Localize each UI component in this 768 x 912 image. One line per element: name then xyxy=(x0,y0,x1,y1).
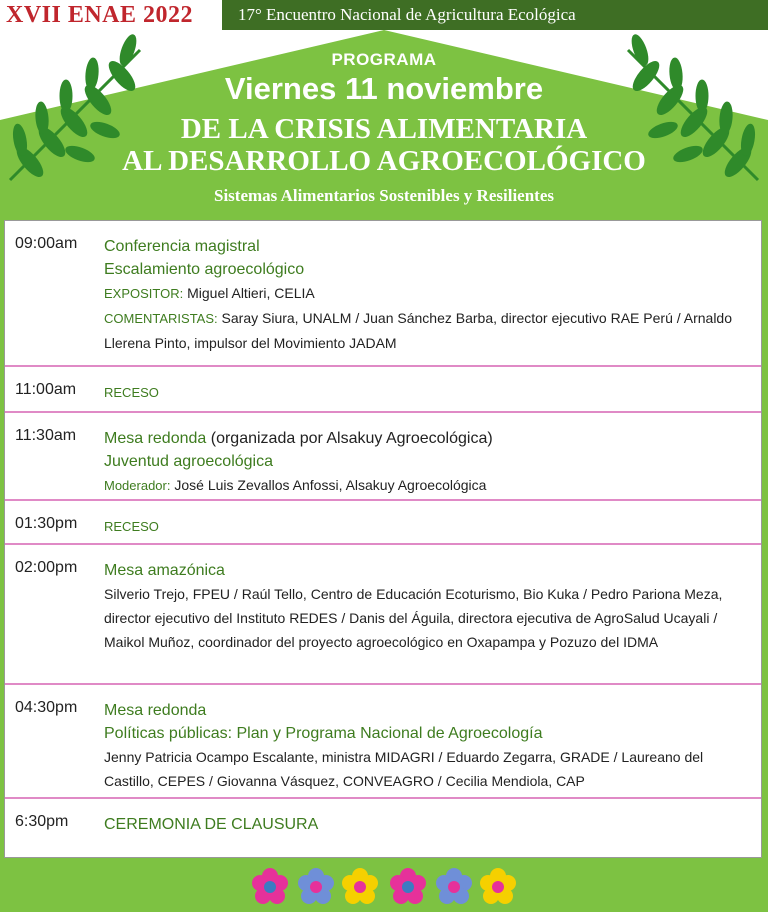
blue-flower-icon xyxy=(298,868,334,904)
yellow-flower-icon xyxy=(342,868,378,904)
session-type: Mesa amazónica xyxy=(104,562,225,579)
session-time: 11:30am xyxy=(15,427,77,444)
schedule-row xyxy=(5,545,761,685)
session-content xyxy=(104,699,754,793)
moderator-text: José Luis Zevallos Anfossi, Alsakuy Agroecológica xyxy=(170,477,487,493)
session-type-extra: (organizada por Alsakuy Agroecológica) xyxy=(206,430,493,447)
pink-flower-icon xyxy=(252,868,288,904)
schedule-row xyxy=(5,413,761,501)
session-title: Escalamiento agroecológico xyxy=(104,261,305,278)
session-type: Conferencia magistral xyxy=(104,238,260,255)
event-name: 17° Encuentro Nacional de Agricultura Ecológica xyxy=(238,5,576,24)
speaker-label: EXPOSITOR: xyxy=(104,286,184,301)
session-type: CEREMONIA DE CLAUSURA xyxy=(104,816,319,833)
session-commentators xyxy=(104,306,754,355)
tagline: Sistemas Alimentarios Sostenibles y Resilientes xyxy=(214,186,554,205)
main-title-line1: DE LA CRISIS ALIMENTARIA xyxy=(180,113,588,145)
session-type: RECESO xyxy=(104,519,159,534)
schedule-row xyxy=(5,501,761,545)
session-type: Mesa redonda xyxy=(104,702,207,719)
moderator-label: Moderador: xyxy=(104,478,171,493)
commentators-text: Saray Siura, UNALM / Juan Sánchez Barba, director ejecutivo RAE Perú / Arnaldo Llerena Pinto, impulsor del Movimiento JADAM xyxy=(104,310,733,351)
session-content xyxy=(104,559,754,654)
edition-box xyxy=(0,0,222,30)
yellow-flower-icon xyxy=(480,868,516,904)
session-moderator xyxy=(104,473,754,498)
schedule-row xyxy=(5,799,761,857)
session-speaker xyxy=(104,281,754,306)
footer-flowers xyxy=(0,858,768,912)
session-content xyxy=(104,381,754,404)
schedule-row xyxy=(5,685,761,799)
speaker-text: Miguel Altieri, CELIA xyxy=(183,285,315,301)
session-type: Mesa redonda xyxy=(104,430,207,447)
session-participants: Jenny Patricia Ocampo Escalante, ministra MIDAGRI / Eduardo Zegarra, GRADE / Laureano del Castillo, CEPES / Giovanna Vásquez, CONVEAGRO / Cecilia Mendiola, CAP xyxy=(104,749,704,789)
event-name-box xyxy=(222,0,768,30)
session-content xyxy=(104,813,754,836)
session-time: 11:00am xyxy=(15,381,77,398)
blue-flower-icon xyxy=(436,868,472,904)
pink-flower-icon xyxy=(390,868,426,904)
session-time: 6:30pm xyxy=(15,813,69,830)
schedule-panel xyxy=(4,220,762,858)
session-time: 02:00pm xyxy=(15,559,78,576)
session-title: Políticas públicas: Plan y Programa Nacional de Agroecología xyxy=(104,725,543,742)
program-label: PROGRAMA xyxy=(331,50,437,69)
session-content xyxy=(104,515,754,538)
schedule-row xyxy=(5,221,761,367)
main-title-line2: AL DESARROLLO AGROECOLÓGICO xyxy=(122,145,646,177)
session-time: 09:00am xyxy=(15,235,78,252)
session-time: 04:30pm xyxy=(15,699,78,716)
session-content xyxy=(104,427,754,498)
commentators-label: COMENTARISTAS: xyxy=(104,311,218,326)
event-date: Viernes 11 noviembre xyxy=(224,71,544,106)
session-participants: Silverio Trejo, FPEU / Raúl Tello, Centro de Educación Ecoturismo, Bio Kuka / Pedro Pariona Meza, director ejecutivo del Instituto REDES / Danis del Águila, directora ejecutiva de AgroSalud Ucayali / Maikol Muñoz, coordinador del proyecto agroecológico en Oxapampa y Pozuzo del IDMA xyxy=(104,586,723,650)
schedule-row xyxy=(5,367,761,413)
session-content xyxy=(104,235,754,355)
session-type: RECESO xyxy=(104,385,159,400)
session-time: 01:30pm xyxy=(15,515,78,532)
session-title: Juventud agroecológica xyxy=(104,453,274,470)
edition-title: XVII ENAE 2022 xyxy=(6,2,194,28)
